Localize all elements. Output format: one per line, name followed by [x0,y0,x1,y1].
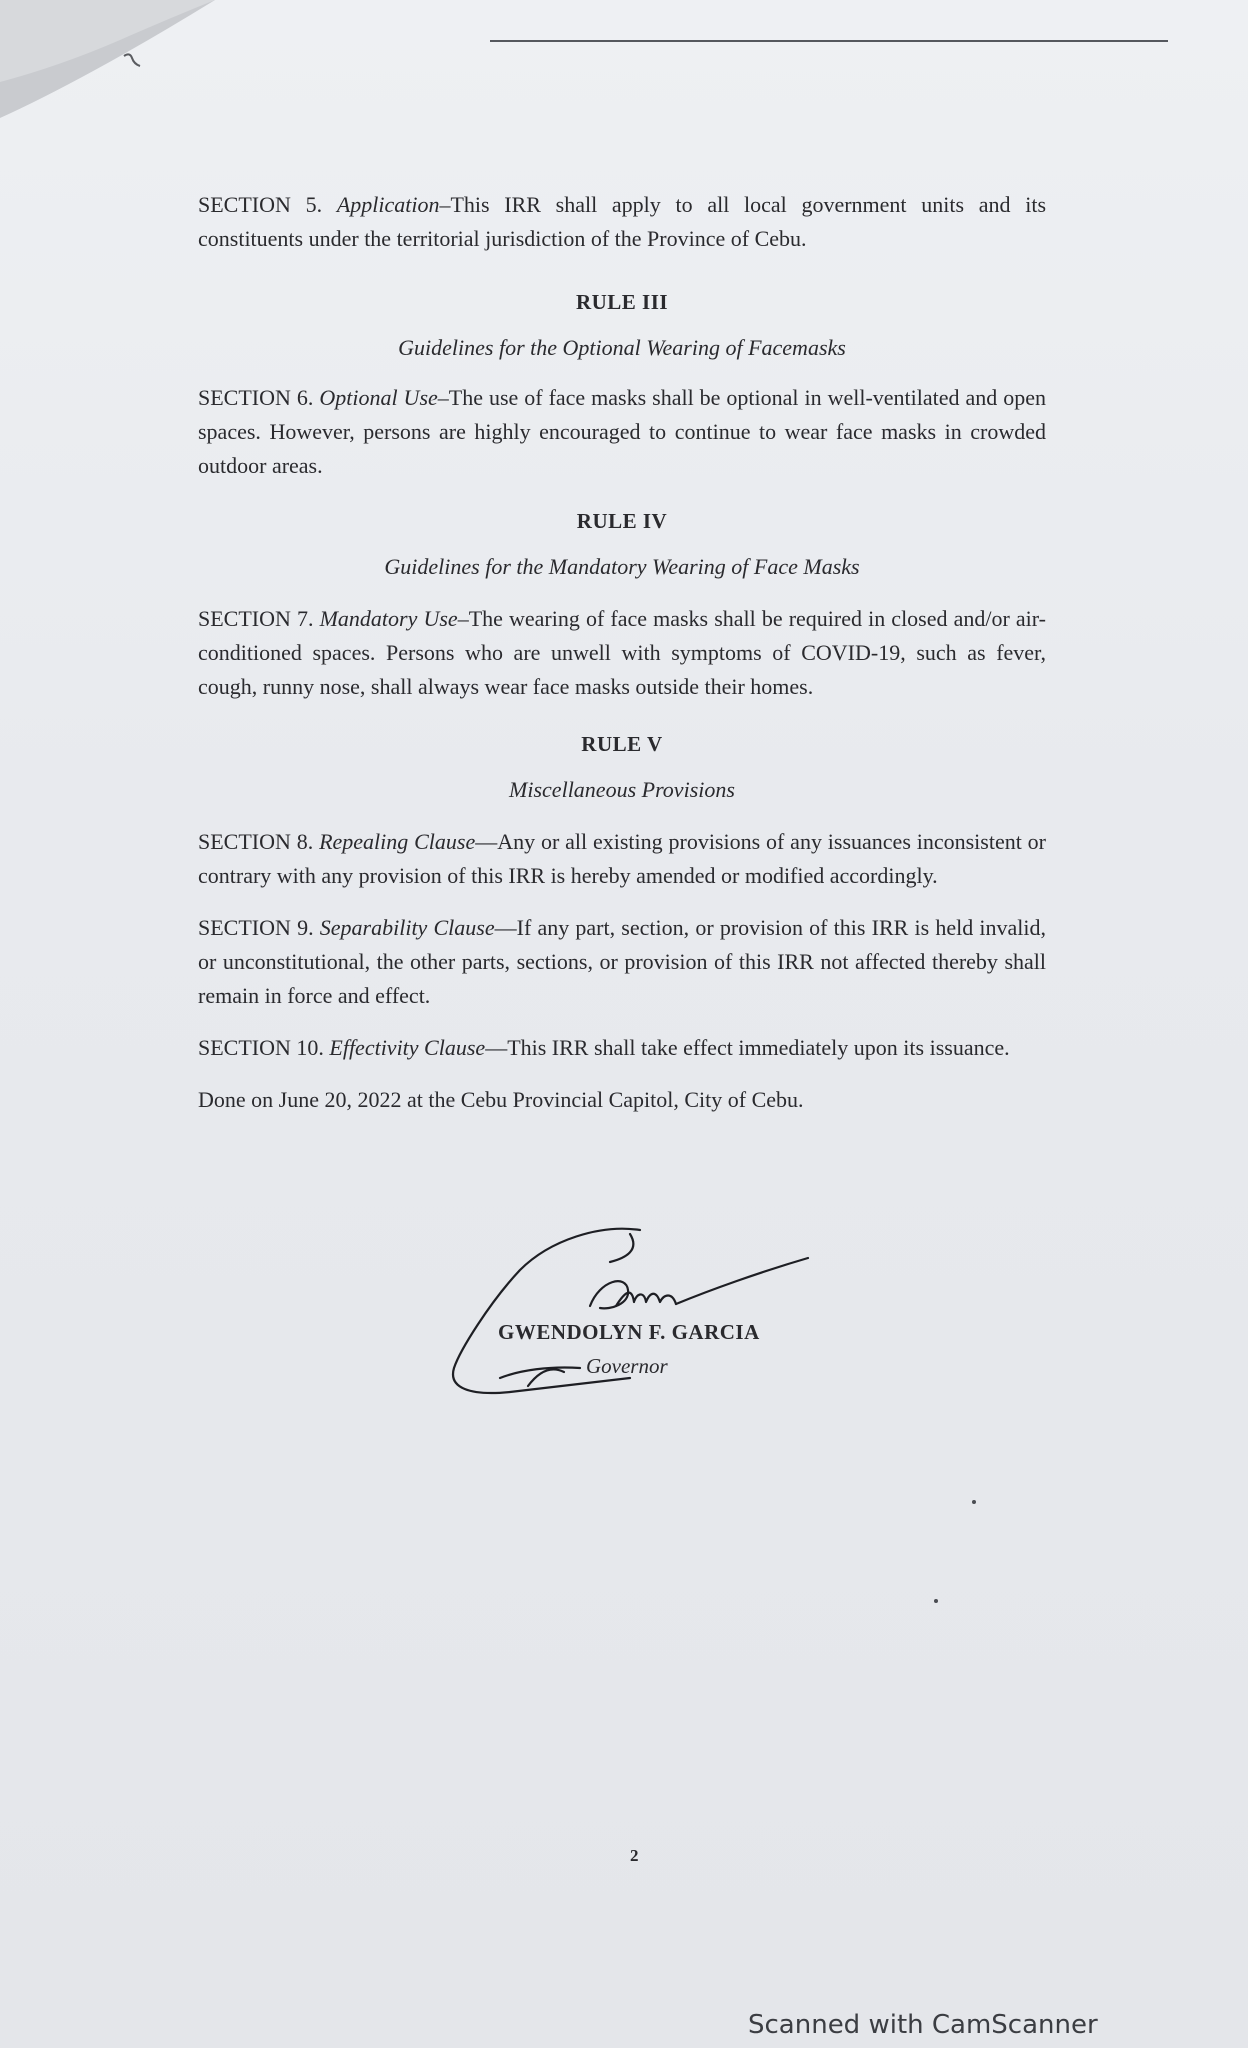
section-10 [198,1031,1046,1065]
section-6-text: The use of face masks shall be optional in well-ventilated and open spaces. However, persons are highly encouraged to continue to wear face masks in crowded outdoor areas. [198,385,1047,478]
rule-4-subtitle: Guidelines for the Mandatory Wearing of Face Masks [384,554,860,579]
section-5-text: This IRR shall apply to all local government units and its constituents under the territorial jurisdiction of the Province of Cebu. [198,192,1046,251]
section-7 [198,602,1046,704]
section-6-dash: – [437,385,449,410]
rule-3-title: RULE III [575,290,669,314]
section-5 [198,188,1046,256]
section-8-dash: — [475,829,498,854]
handwritten-signature [440,1210,820,1400]
section-5-label: SECTION 5. [198,192,323,217]
signatory-name: GWENDOLYN F. GARCIA [498,1320,760,1344]
scanner-watermark: Scanned with CamScanner [748,2010,1098,2040]
rule-4-title: RULE IV [576,509,668,533]
page-number: 2 [630,1846,639,1865]
section-6 [198,381,1046,483]
section-7-label: SECTION 7. [198,606,314,631]
section-10-heading: Effectivity Clause [329,1035,486,1060]
section-5-heading: Application [336,192,440,217]
document-body [198,188,1046,1117]
rule-3-subtitle: Guidelines for the Optional Wearing of Facemasks [398,335,846,360]
section-6-heading: Optional Use [319,385,438,410]
section-9 [198,911,1046,1013]
section-6-label: SECTION 6. [198,385,314,410]
signatory-title: Governor [586,1354,668,1378]
section-10-label: SECTION 10. [198,1035,324,1060]
scan-speck [934,1599,938,1603]
rule-5-title: RULE V [581,732,663,756]
section-7-text: The wearing of face masks shall be required in closed and/or air-conditioned spaces. Persons who are unwell with symptoms of COVID-19, such as fever, cough, runny nose, shall always wear face masks outside their homes. [198,606,1047,699]
section-10-dash: — [485,1035,508,1060]
section-9-label: SECTION 9. [198,915,314,940]
section-8 [198,825,1046,893]
section-7-dash: – [457,606,469,631]
section-9-text: If any part, section, or provision of this IRR is held invalid, or unconstitutional, the other parts, sections, or provision of this IRR not affected thereby shall remain in force and effect. [198,915,1047,1008]
top-rule-line [490,40,1168,42]
section-10-text: This IRR shall take effect immediately upon its issuance. [507,1035,1010,1060]
section-9-heading: Separability Clause [319,915,495,940]
section-8-heading: Repealing Clause [319,829,476,854]
done-on-line: Done on June 20, 2022 at the Cebu Provincial Capitol, City of Cebu. [198,1087,804,1112]
section-8-label: SECTION 8. [198,829,314,854]
section-5-dash: – [439,192,451,217]
section-9-dash: — [494,915,517,940]
rule-5-subtitle: Miscellaneous Provisions [509,777,735,802]
section-7-heading: Mandatory Use [319,606,458,631]
section-8-text: Any or all existing provisions of any issuances inconsistent or contrary with any provision of this IRR is hereby amended or modified accordingly. [198,829,1047,888]
scan-speck [972,1500,976,1504]
folded-corner-shadow [0,0,1248,140]
